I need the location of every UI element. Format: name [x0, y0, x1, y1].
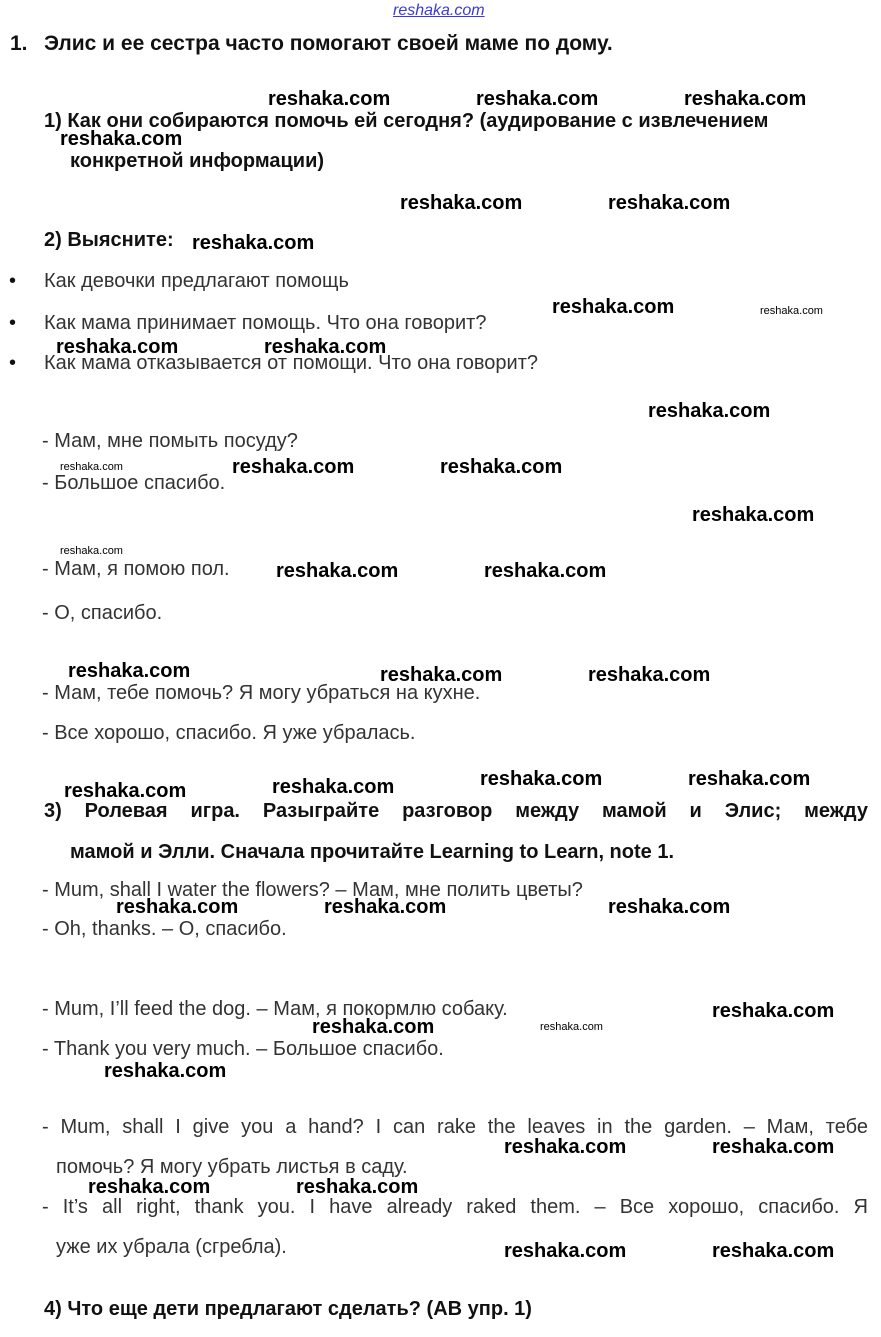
- watermark: reshaka.com: [480, 768, 603, 790]
- watermark: reshaka.com: [608, 896, 731, 918]
- watermark: reshaka.com: [64, 780, 187, 802]
- watermark: reshaka.com: [760, 305, 823, 317]
- dialogue-en-line-6: помочь? Я могу убрать листья в саду.: [56, 1156, 408, 1178]
- question-2-label: 2) Выясните:: [44, 229, 174, 251]
- bullet-marker: •: [9, 270, 17, 292]
- watermark: reshaka.com: [684, 88, 807, 110]
- watermark: reshaka.com: [116, 896, 239, 918]
- bullet-marker: •: [9, 312, 17, 334]
- task-title: Элис и ее сестра часто помогают своей маме по дому.: [44, 32, 613, 55]
- watermark: reshaka.com: [648, 400, 771, 422]
- watermark: reshaka.com: [60, 128, 183, 150]
- dialogue-en-line-1: - Mum, shall I water the flowers? – Мам, мне полить цветы?: [42, 879, 583, 901]
- dialogue-en-line-8: уже их убрала (сгребла).: [56, 1236, 287, 1258]
- watermark: reshaka.com: [272, 776, 395, 798]
- watermark: reshaka.com: [504, 1240, 627, 1262]
- dialogue-ru-line-2: - Большое спасибо.: [42, 472, 226, 494]
- watermark: reshaka.com: [688, 768, 811, 790]
- watermark: reshaka.com: [608, 192, 731, 214]
- watermark: reshaka.com: [60, 461, 123, 473]
- bullet-item-1: Как девочки предлагают помощь: [44, 270, 349, 292]
- watermark: reshaka.com: [264, 336, 387, 358]
- dialogue-en-line-2: - Oh, thanks. – О, спасибо.: [42, 918, 287, 940]
- watermark: reshaka.com: [276, 560, 399, 582]
- watermark: reshaka.com: [712, 1240, 835, 1262]
- dialogue-en-line-3: - Mum, I’ll feed the dog. – Мам, я покормлю собаку.: [42, 998, 508, 1020]
- question-1-line-1: 1) Как они собираются помочь ей сегодня? (аудирование с извлечением: [44, 110, 769, 132]
- dialogue-en-line-4: - Thank you very much. – Большое спасибо.: [42, 1038, 444, 1060]
- watermark: reshaka.com: [552, 296, 675, 318]
- dialogue-ru-line-4: - О, спасибо.: [42, 602, 163, 624]
- dialogue-ru-line-3: - Мам, я помою пол.: [42, 558, 230, 580]
- watermark: reshaka.com: [712, 1000, 835, 1022]
- bullet-item-2: Как мама принимает помощь. Что она говорит?: [44, 312, 487, 334]
- watermark: reshaka.com: [312, 1016, 435, 1038]
- watermark: reshaka.com: [476, 88, 599, 110]
- watermark: reshaka.com: [324, 896, 447, 918]
- dialogue-ru-line-5: - Мам, тебе помочь? Я могу убраться на кухне.: [42, 682, 481, 704]
- watermark: reshaka.com: [88, 1176, 211, 1198]
- dialogue-ru-line-1: - Мам, мне помыть посуду?: [42, 430, 298, 452]
- watermark-top: reshaka.com: [393, 2, 485, 19]
- watermark: reshaka.com: [588, 664, 711, 686]
- question-3-line-1: 3) Ролевая игра. Разыграйте разговор между мамой и Элис; между: [44, 800, 868, 822]
- dialogue-en-line-7: - It’s all right, thank you. I have already raked them. – Все хорошо, спасибо. Я: [42, 1196, 868, 1218]
- task-number: 1.: [10, 32, 28, 55]
- watermark: reshaka.com: [484, 560, 607, 582]
- watermark: reshaka.com: [504, 1136, 627, 1158]
- watermark: reshaka.com: [440, 456, 563, 478]
- watermark: reshaka.com: [692, 504, 815, 526]
- watermark: reshaka.com: [400, 192, 523, 214]
- watermark: reshaka.com: [56, 336, 179, 358]
- question-1-line-2: конкретной информации): [70, 150, 325, 172]
- watermark: reshaka.com: [68, 660, 191, 682]
- question-3-line-2: мамой и Элли. Сначала прочитайте Learning to Learn, note 1.: [70, 841, 675, 863]
- watermark: reshaka.com: [60, 545, 123, 557]
- watermark: reshaka.com: [104, 1060, 227, 1082]
- dialogue-ru-line-6: - Все хорошо, спасибо. Я уже убралась.: [42, 722, 416, 744]
- bullet-marker: •: [9, 352, 17, 374]
- watermark: reshaka.com: [380, 664, 503, 686]
- dialogue-en-line-5: - Mum, shall I give you a hand? I can rake the leaves in the garden. – Мам, тебе: [42, 1116, 868, 1138]
- watermark: reshaka.com: [296, 1176, 419, 1198]
- bullet-item-3: Как мама отказывается от помощи. Что она говорит?: [44, 352, 539, 374]
- watermark: reshaka.com: [712, 1136, 835, 1158]
- watermark: reshaka.com: [540, 1021, 603, 1033]
- watermark: reshaka.com: [232, 456, 355, 478]
- watermark: reshaka.com: [192, 232, 315, 254]
- question-4: 4) Что еще дети предлагают сделать? (AB упр. 1): [44, 1298, 532, 1320]
- watermark: reshaka.com: [268, 88, 391, 110]
